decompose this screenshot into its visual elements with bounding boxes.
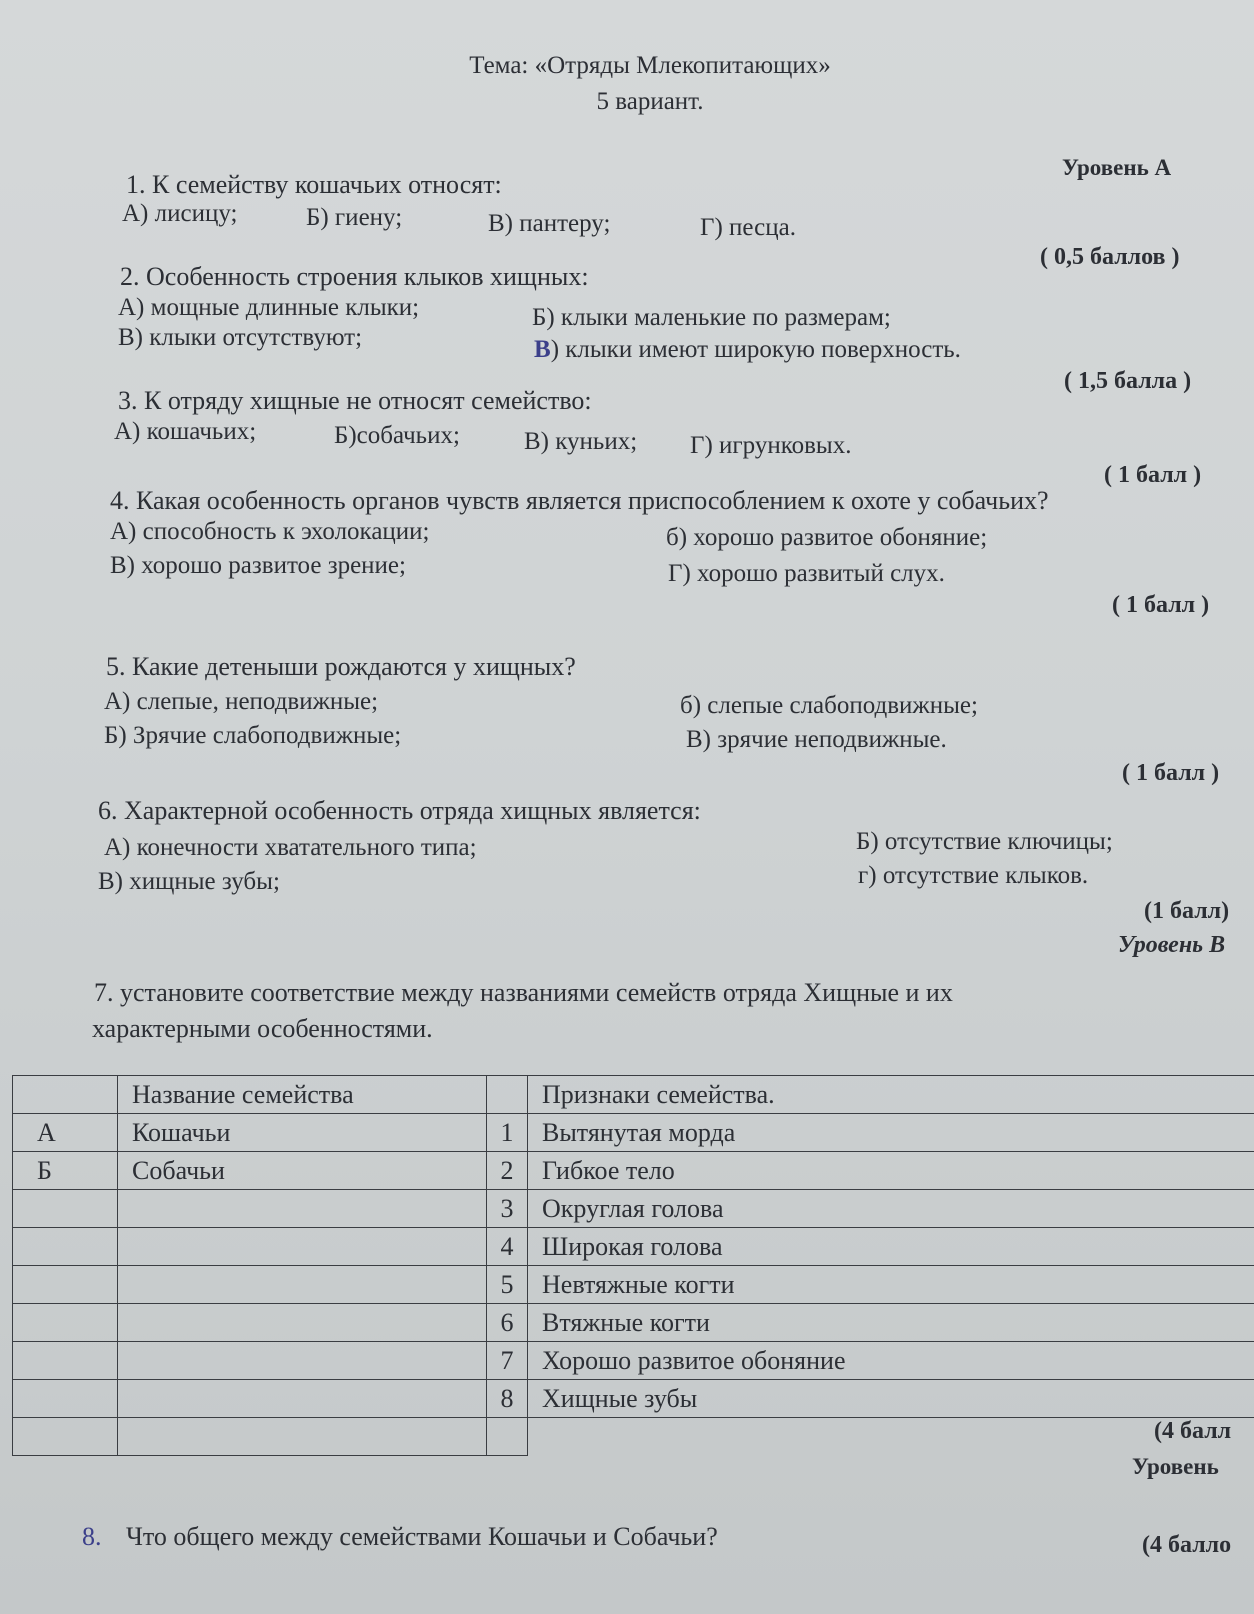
question-1-score: ( 0,5 баллов ): [1040, 244, 1180, 270]
question-5-option-d: В) зрячие неподвижные.: [686, 726, 947, 753]
feature-number: 2: [487, 1152, 528, 1190]
feature-number: 7: [487, 1342, 528, 1380]
question-5-text: 5. Какие детеныши рождаются у хищных?: [106, 652, 576, 681]
table-cell: [13, 1228, 118, 1266]
question-4-option-a: А) способность к эхолокации;: [110, 518, 430, 545]
feature-text: Гибкое тело: [528, 1152, 1254, 1190]
question-3-option-b: Б)собачьих;: [334, 422, 460, 449]
table-cell: [13, 1304, 118, 1342]
table-row: [13, 1228, 1254, 1266]
question-2-option-d-text: ) клыки имеют широкую поверхность.: [550, 336, 961, 363]
question-1-option-c: В) пантеру;: [488, 210, 611, 237]
question-2-option-b: Б) клыки маленькие по размерам;: [532, 304, 891, 331]
question-1-option-a: А) лисицу;: [122, 200, 238, 227]
page-title: Тема: «Отряды Млекопитающих»: [469, 52, 831, 79]
question-2-option-c: В) клыки отсутствуют;: [118, 324, 363, 351]
table-cell: [13, 1076, 118, 1114]
question-4-option-b: б) хорошо развитое обоняние;: [666, 524, 988, 551]
table-cell: [13, 1418, 118, 1456]
table-row: [13, 1266, 1254, 1304]
question-3-option-d: Г) игрунковых.: [690, 432, 852, 459]
matching-table: [12, 1075, 1254, 1456]
feature-text: Хищные зубы: [528, 1380, 1254, 1418]
table-row: [13, 1190, 1254, 1228]
table-cell: [13, 1380, 118, 1418]
family-name: Собачьи: [118, 1152, 487, 1190]
table-row: [13, 1380, 1254, 1418]
table-cell: [13, 1266, 118, 1304]
table-header-row: [13, 1076, 1254, 1114]
question-5-option-b: б) слепые слабоподвижные;: [680, 692, 978, 719]
question-6-option-d: г) отсутствие клыков.: [858, 862, 1089, 889]
question-7-score: (4 балл: [1154, 1418, 1232, 1444]
table-cell: [118, 1190, 487, 1228]
feature-number: 6: [487, 1304, 528, 1342]
feature-number: 5: [487, 1266, 528, 1304]
table-cell: [487, 1076, 528, 1114]
question-1-text: 1. К семейству кошачьих относят:: [126, 170, 502, 199]
feature-number: 4: [487, 1228, 528, 1266]
question-7-line-1: 7. установите соответствие между названиями семейств отряда Хищные и их: [94, 978, 953, 1007]
question-3-text: 3. К отряду хищные не относят семейство:: [118, 386, 592, 415]
feature-text: Невтяжные когти: [528, 1266, 1254, 1304]
handwritten-mark: В: [534, 336, 551, 363]
question-1-option-b: Б) гиену;: [306, 204, 403, 231]
table-cell: [528, 1418, 1254, 1456]
question-2-option-d: [534, 336, 961, 364]
question-4-score: ( 1 балл ): [1112, 592, 1210, 618]
question-2-option-a: А) мощные длинные клыки;: [118, 294, 420, 321]
question-3-option-a: А) кошачьих;: [114, 418, 257, 445]
question-5-score: ( 1 балл ): [1122, 760, 1220, 786]
question-4-text: 4. Какая особенность органов чувств является приспособлением к охоте у собачьих?: [110, 486, 1049, 515]
table-header-features: Признаки семейства.: [528, 1076, 1254, 1114]
question-6-option-b: Б) отсутствие ключицы;: [856, 828, 1113, 855]
table-row: [13, 1152, 1254, 1190]
table-cell: [118, 1266, 487, 1304]
question-6-option-a: А) конечности хватательного типа;: [104, 834, 477, 861]
table-cell: [118, 1228, 487, 1266]
table-cell: [118, 1380, 487, 1418]
table-row: [13, 1114, 1254, 1152]
feature-text: Широкая голова: [528, 1228, 1254, 1266]
feature-number: 3: [487, 1190, 528, 1228]
question-4-option-c: В) хорошо развитое зрение;: [110, 552, 406, 579]
table-row: [13, 1418, 1254, 1456]
question-5-option-a: А) слепые, неподвижные;: [104, 688, 379, 715]
table-row: [13, 1304, 1254, 1342]
feature-text: Хорошо развитое обоняние: [528, 1342, 1254, 1380]
feature-number: 8: [487, 1380, 528, 1418]
family-letter: Б: [13, 1152, 118, 1190]
feature-text: Округлая голова: [528, 1190, 1254, 1228]
table-cell: [13, 1190, 118, 1228]
feature-text: Втяжные когти: [528, 1304, 1254, 1342]
question-8-number: 8.: [82, 1522, 102, 1551]
question-4-option-d: Г) хорошо развитый слух.: [668, 560, 945, 587]
question-6-text: 6. Характерной особенность отряда хищных является:: [98, 796, 701, 825]
level-b-label: Уровень В: [1118, 932, 1226, 958]
table-cell: [118, 1342, 487, 1380]
question-3-option-c: В) куньих;: [524, 428, 638, 455]
table-cell: [118, 1304, 487, 1342]
question-2-score: ( 1,5 балла ): [1064, 368, 1192, 394]
question-2-text: 2. Особенность строения клыков хищных:: [120, 262, 589, 291]
level-a-label: Уровень А: [1062, 155, 1172, 180]
question-3-score: ( 1 балл ): [1104, 462, 1202, 488]
question-7-line-2: характерными особенностями.: [92, 1014, 433, 1043]
question-6-score: (1 балл): [1144, 898, 1230, 924]
question-1-option-d: Г) песца.: [700, 214, 796, 241]
family-letter: А: [13, 1114, 118, 1152]
table-cell: [13, 1342, 118, 1380]
question-6-option-c: В) хищные зубы;: [98, 868, 280, 895]
question-8-score: (4 балло: [1142, 1532, 1232, 1558]
table-header-family: Название семейства: [118, 1076, 487, 1114]
level-c-label: Уровень: [1132, 1454, 1219, 1479]
feature-text: Вытянутая морда: [528, 1114, 1254, 1152]
family-name: Кошачьи: [118, 1114, 487, 1152]
variant-label: 5 вариант.: [596, 88, 704, 115]
feature-number: 1: [487, 1114, 528, 1152]
question-8-text: Что общего между семействами Кошачьи и Собачьи?: [126, 1522, 718, 1551]
question-5-option-c: Б) Зрячие слабоподвижные;: [104, 722, 402, 749]
table-cell: [118, 1418, 487, 1456]
table-cell: [487, 1418, 528, 1456]
question-8: [82, 1522, 718, 1552]
table-row: [13, 1342, 1254, 1380]
